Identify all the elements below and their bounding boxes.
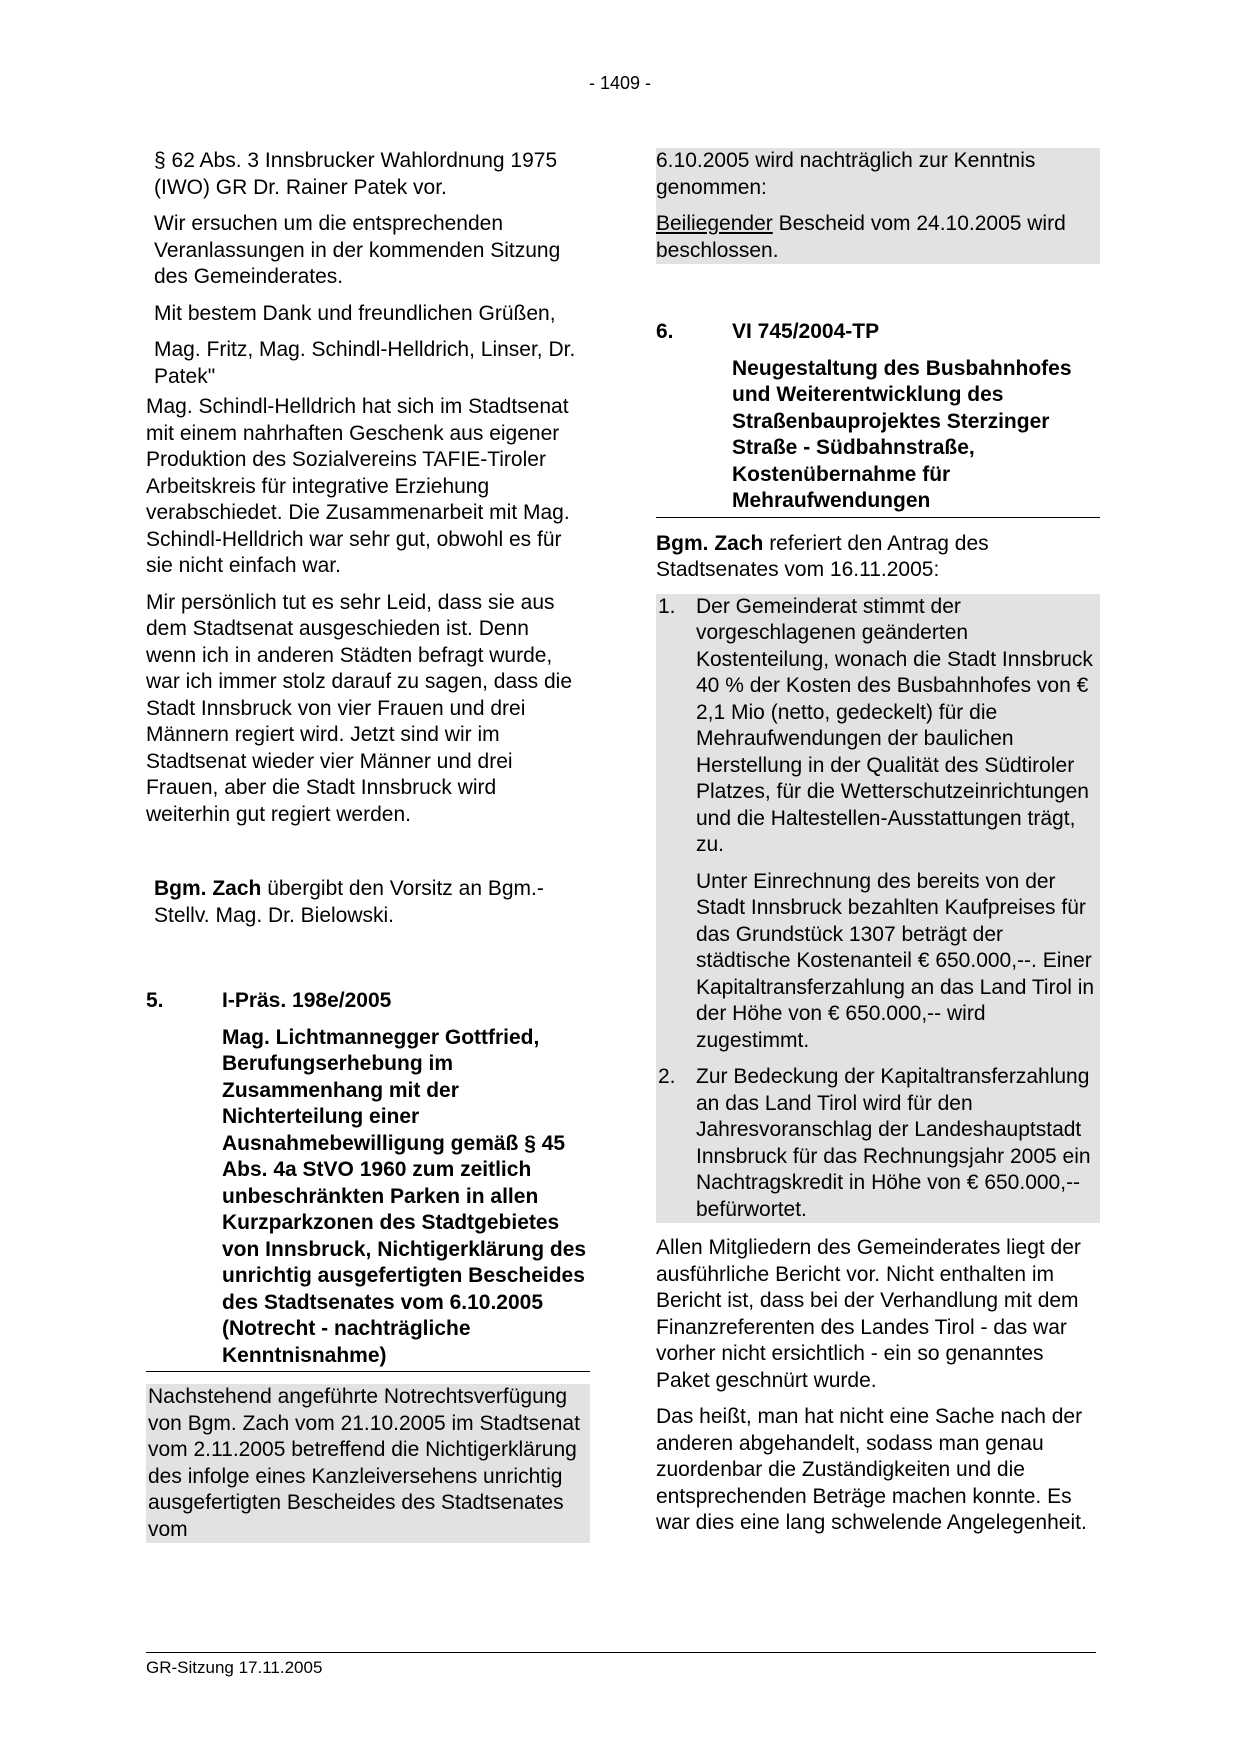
paragraph: Mag. Schindl-Helldrich hat sich im Stadtsenat mit einem nahrhaften Geschenk aus eigener Produktion des Sozialvereins TAFIE-Tiroler Arbeitskreis für integrative Erziehung verabschiedet. Die Zusammenarbeit mit Mag. Schindl-Helldrich war sehr gut, obwohl es für sie nicht einfach war. (146, 395, 570, 577)
speaker-name: Bgm. Zach (656, 531, 764, 555)
page-number: - 1409 - (588, 73, 652, 93)
list-item-text: Der Gemeinderat stimmt der vorgeschlagenen geänderten Kostenteilung, wonach die Stadt Innsbruck 40 % der Kosten des Busbahnhofes von € 2,1 Mio (netto, gedeckelt) für die Mehraufwendungen der baulichen Herstellung in der Qualität des Südtiroler Platzes, für die Wetterschutzeinrichtungen und die Haltestellen-Ausstattungen trägt, zu. (696, 594, 1093, 856)
paragraph: Mit bestem Dank und freundlichen Grüßen, (154, 301, 556, 325)
agenda-item-5-title: Mag. Lichtmannegger Gottfried, Berufungserhebung im Zusammenhang mit der Nichterteilung einer Ausnahmebewilligung gemäß § 45 Abs. 4a StVO 1960 zum zeitlich unbeschränkten Parken in allen Kurzparkzonen des Stadtgebietes von Innsbruck, Nichtigerklärung des unrichtig ausgefertigten Bescheides des Stadtsenates vom 6.10.2005 (Notrecht - nachträgliche Kenntnisnahme) (146, 1025, 590, 1373)
agenda-item-5-header (146, 988, 590, 1015)
list-item-text: Zur Bedeckung der Kapitaltransferzahlung an das Land Tirol wird für den Jahresvoranschlag der Landeshauptstadt Innsbruck für das Rechnungsjahr 2005 ein Nachtragskredit in Höhe von € 650.000,-- befürwortet. (696, 1065, 1091, 1221)
speaker-name: Bgm. Zach (154, 877, 262, 900)
list-item (656, 1064, 1100, 1223)
list-item (656, 594, 1100, 1055)
agenda-item-5-resolution (656, 201, 1100, 264)
paragraph: Allen Mitgliedern des Gemeinderates liegt der ausführliche Bericht vor. Nicht enthalten im Bericht ist, dass bei der Verhandlung mit dem Finanzreferenten des Landes Tirol - das war vorher nicht ersichtlich - ein so genanntes Paket geschnürt wurde. (656, 1236, 1081, 1392)
footer-divider (146, 1652, 1096, 1653)
chair-handover (146, 876, 590, 929)
agenda-item-number: 6. (656, 320, 674, 343)
list-item-text: Unter Einrechnung des bereits von der Stadt Innsbruck bezahlten Kaufpreises für das Grundstück 1307 beträgt der städtische Kostenanteil € 650.000,--. Einer Kapitaltransferzahlung an das Land Tirol in der Höhe von € 650.000,-- wird zugestimmt. (696, 869, 1095, 1052)
intro-text: referiert den Antrag des Stadtsenates vom 16.11.2005: (656, 531, 989, 581)
agenda-item-5-body: Nachstehend angeführte Notrechtsverfügung von Bgm. Zach vom 21.10.2005 im Stadtsenat vom 2.11.2005 betreffend die Nichtigerklärung des infolge eines Kanzleiversehens unrichtig ausgefertigten Bescheides des Stadtsenates vom (146, 1384, 590, 1543)
right-column (656, 148, 1100, 1537)
motion-points (656, 594, 1100, 1224)
agenda-item-6-title: Neugestaltung des Busbahnhofes und Weiterentwicklung des Straßenbauprojektes Sterzinger Straße - Südbahnstraße, Kostenübernahme für Mehraufwendungen (656, 356, 1100, 518)
paragraph: Wir ersuchen um die entsprechenden Veranlassungen in der kommenden Sitzung des Gemeinderates. (154, 212, 561, 288)
paragraph: § 62 Abs. 3 Innsbrucker Wahlordnung 1975 (IWO) GR Dr. Rainer Patek vor. (154, 149, 558, 199)
agenda-item-reference: VI 745/2004-TP (732, 320, 880, 343)
resolution-text: Bescheid vom 24.10.2005 wird beschlossen. (656, 212, 1066, 262)
left-column (146, 148, 590, 1543)
paragraph: Mir persönlich tut es sehr Leid, dass sie aus dem Stadtsenat ausgeschieden ist. Denn wenn ich in anderen Städten befragt wurde, war ich immer stolz darauf zu sagen, dass die Stadt Innsbruck von vier Frauen und drei Männern regiert wird. Jetzt sind wir im Stadtsenat wieder vier Männer und drei Frauen, aber die Stadt Innsbruck wird weiterhin gut regiert werden. (146, 590, 573, 826)
agenda-item-6-intro (656, 531, 1100, 584)
agenda-item-6-header (656, 319, 1100, 346)
footer: GR-Sitzung 17.11.2005 (146, 1658, 323, 1677)
agenda-item-5-continuation: 6.10.2005 wird nachträglich zur Kenntnis genommen: (656, 148, 1100, 201)
underlined-word: Beiliegender (656, 212, 773, 235)
list-item-number: 2. (658, 1065, 676, 1088)
chair-handover-text: übergibt den Vorsitz an Bgm.-Stellv. Mag. Dr. Bielowski. (154, 877, 544, 927)
list-item-number: 1. (658, 594, 676, 618)
agenda-item-number: 5. (146, 989, 164, 1012)
paragraph: Das heißt, man hat nicht eine Sache nach der anderen abgehandelt, sodass man genau zuordenbar die Zuständigkeiten und die entsprechenden Beträge machen konnte. Es war dies eine lang schwelende Angelegenheit. (656, 1405, 1087, 1534)
paragraph: Mag. Fritz, Mag. Schindl-Helldrich, Linser, Dr. Patek" (154, 338, 576, 388)
agenda-item-reference: I-Präs. 198e/2005 (222, 989, 392, 1012)
